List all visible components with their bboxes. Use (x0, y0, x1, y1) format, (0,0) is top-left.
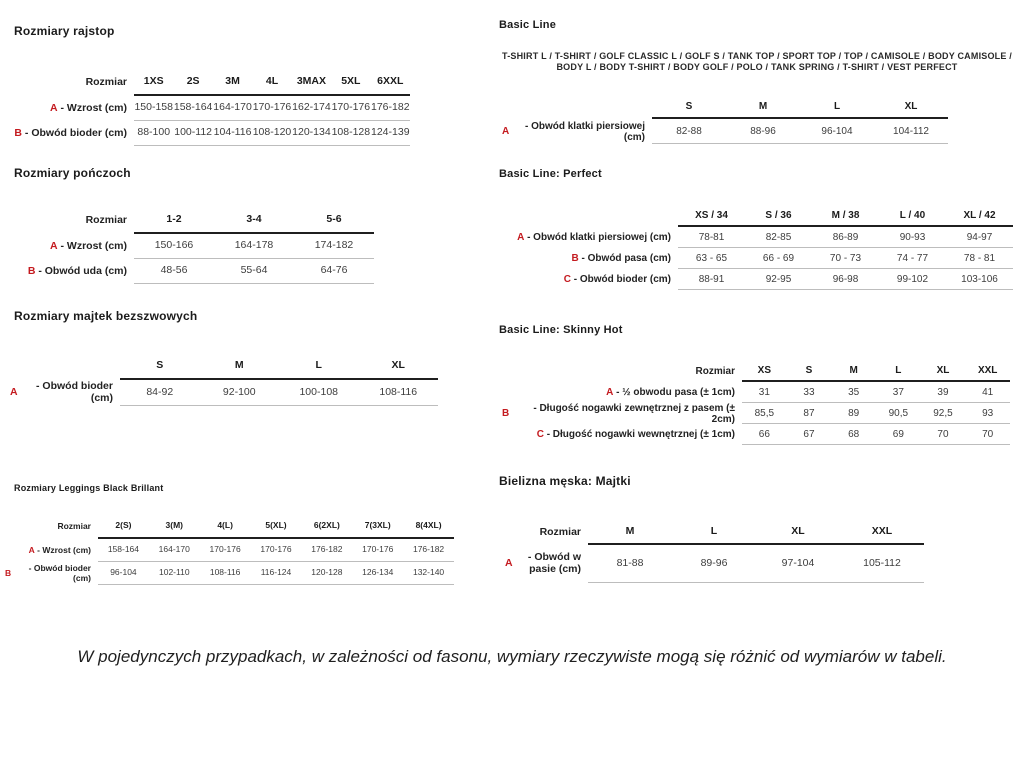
cell-value: 164-170 (213, 96, 252, 121)
column-header: L (279, 354, 359, 380)
column-header: 5XL (331, 70, 370, 96)
row-key-letter: A (606, 387, 614, 398)
table-corner-label: Rozmiar (695, 365, 735, 377)
cell-value: 164-170 (149, 539, 200, 562)
skinny-hot-size-table (502, 360, 1010, 445)
cell-value: 70 - 73 (812, 248, 879, 269)
cell-value: 86-89 (812, 227, 879, 248)
cell-value: 170-176 (331, 96, 370, 121)
column-header: S (120, 354, 200, 380)
cell-value: 89 (831, 403, 876, 424)
cell-value: 100-108 (279, 380, 359, 406)
basic-line-description: T-SHIRT L / T-SHIRT / GOLF CLASSIC L / GOLF S / TANK TOP / SPORT TOP / TOP / CAMISOLE / BODY CAMISOLE / BODY L / BODY T-SHIRT / BODY GOLF / POLO / TANK SPRING / T-SHIRT / VEST PERFECT (502, 51, 1012, 72)
table-corner-label: Rozmiar (57, 521, 91, 532)
row-label: C - Obwód bioder (cm) (563, 274, 671, 285)
column-header: 4(L) (200, 515, 251, 539)
row-label: A - Obwód klatki piersiowej (cm) (502, 120, 645, 143)
row-key-letter: B (5, 567, 12, 578)
row-key-letter: B (27, 264, 36, 277)
row-key-letter: C (536, 429, 544, 440)
cell-value: 69 (876, 424, 921, 445)
perfect-size-table (502, 205, 1013, 290)
column-header: M (831, 360, 876, 382)
cell-value: 150-166 (134, 234, 214, 259)
cell-value: 31 (742, 382, 787, 403)
cell-value: 103-106 (946, 269, 1013, 290)
cell-value: 88-91 (678, 269, 745, 290)
cell-value: 126-134 (352, 562, 403, 585)
cell-value: 66 - 69 (745, 248, 812, 269)
table-corner-label: Rozmiar (85, 76, 127, 89)
column-header: 3MAX (292, 70, 331, 96)
row-key-letter: B (502, 408, 510, 419)
column-header: 3M (213, 70, 252, 96)
row-label: B - Długość nogawki zewnętrznej z pasem (± 2cm) (502, 402, 735, 425)
row-label: A - Wzrost (cm) (49, 101, 127, 114)
row-key-letter: C (563, 274, 571, 285)
column-header: 7(3XL) (352, 515, 403, 539)
column-header: XL (359, 354, 439, 380)
column-header: 6XXL (371, 70, 410, 96)
column-header: 1-2 (134, 208, 214, 234)
cell-value: 81-88 (588, 545, 672, 583)
column-header: 6(2XL) (301, 515, 352, 539)
column-header: 2(S) (98, 515, 149, 539)
row-label: A - Wzrost (cm) (49, 239, 127, 252)
column-header: M (726, 96, 800, 119)
cell-value: 70 (965, 424, 1010, 445)
cell-value: 35 (831, 382, 876, 403)
column-header: 3(M) (149, 515, 200, 539)
cell-value: 84-92 (120, 380, 200, 406)
row-label: A - Obwód w pasie (cm) (505, 551, 581, 575)
disclaimer-note: W pojedynczych przypadkach, w zależności od fasonu, wymiary rzeczywiste mogą się różnić od wymiarów w tabeli. (77, 647, 947, 666)
row-label: B - Obwód pasa (cm) (571, 253, 671, 264)
basic-line-section-title: Basic Line (499, 19, 557, 31)
cell-value: 162-174 (292, 96, 331, 121)
cell-value: 66 (742, 424, 787, 445)
column-header: XXL (965, 360, 1010, 382)
cell-value: 108-116 (359, 380, 439, 406)
cell-value: 99-102 (879, 269, 946, 290)
row-key-letter: A (517, 232, 525, 243)
rajstop-size-table (10, 70, 410, 146)
majtek-size-table (10, 354, 438, 406)
cell-value: 96-98 (812, 269, 879, 290)
cell-value: 100-112 (173, 121, 212, 146)
cell-value: 37 (876, 382, 921, 403)
cell-value: 74 - 77 (879, 248, 946, 269)
column-header: XL (756, 520, 840, 545)
cell-value: 96-104 (98, 562, 149, 585)
majtki-meskie-size-table (505, 520, 924, 583)
column-header: XS (742, 360, 787, 382)
cell-value: 96-104 (800, 119, 874, 144)
cell-value: 104-116 (213, 121, 252, 146)
cell-value: 78 - 81 (946, 248, 1013, 269)
row-label: A - Wzrost (cm) (28, 544, 91, 555)
cell-value: 88-100 (134, 121, 173, 146)
cell-value: 164-178 (214, 234, 294, 259)
cell-value: 94-97 (946, 227, 1013, 248)
cell-value: 82-85 (745, 227, 812, 248)
cell-value: 93 (965, 403, 1010, 424)
row-label: B - Obwód bioder (cm) (5, 563, 91, 583)
cell-value: 68 (831, 424, 876, 445)
rajstop-section-title: Rozmiary rajstop (14, 24, 115, 38)
column-header: S (652, 96, 726, 119)
column-header: 1XS (134, 70, 173, 96)
cell-value: 70 (921, 424, 966, 445)
ponczoch-section-title: Rozmiary pończoch (14, 166, 131, 180)
cell-value: 170-176 (251, 539, 302, 562)
column-header: L / 40 (879, 205, 946, 227)
cell-value: 82-88 (652, 119, 726, 144)
cell-value: 105-112 (840, 545, 924, 583)
column-header: L (876, 360, 921, 382)
column-header: M (200, 354, 280, 380)
row-label: B - Obwód uda (cm) (27, 264, 127, 277)
column-header: M (588, 520, 672, 545)
cell-value: 48-56 (134, 259, 214, 284)
column-header: 5-6 (294, 208, 374, 234)
row-key-letter: A (49, 239, 58, 252)
leggings-size-table (5, 515, 454, 585)
skinny-hot-section-title: Basic Line: Skinny Hot (499, 324, 623, 336)
column-header: S (787, 360, 832, 382)
column-header: S / 36 (745, 205, 812, 227)
cell-value: 116-124 (251, 562, 302, 585)
cell-value: 176-182 (371, 96, 410, 121)
row-label: B - Obwód bioder (cm) (14, 126, 127, 139)
cell-value: 108-116 (200, 562, 251, 585)
column-header: L (672, 520, 756, 545)
column-header: 5(XL) (251, 515, 302, 539)
row-key-letter: A (10, 386, 18, 399)
cell-value: 63 - 65 (678, 248, 745, 269)
cell-value: 90,5 (876, 403, 921, 424)
cell-value: 120-134 (292, 121, 331, 146)
cell-value: 89-96 (672, 545, 756, 583)
majtek-section-title: Rozmiary majtek bezszwowych (14, 309, 198, 323)
column-header: 3-4 (214, 208, 294, 234)
cell-value: 97-104 (756, 545, 840, 583)
cell-value: 33 (787, 382, 832, 403)
table-corner-label (502, 96, 652, 119)
perfect-section-title: Basic Line: Perfect (499, 168, 602, 180)
column-header: XL / 42 (946, 205, 1013, 227)
cell-value: 158-164 (98, 539, 149, 562)
basic-line-size-table (502, 96, 948, 144)
table-corner-label (502, 205, 678, 227)
cell-value: 104-112 (874, 119, 948, 144)
cell-value: 170-176 (200, 539, 251, 562)
cell-value: 92-95 (745, 269, 812, 290)
cell-value: 87 (787, 403, 832, 424)
column-header: 8(4XL) (403, 515, 454, 539)
cell-value: 67 (787, 424, 832, 445)
cell-value: 150-158 (134, 96, 173, 121)
cell-value: 176-182 (403, 539, 454, 562)
cell-value: 132-140 (403, 562, 454, 585)
row-label: A - Obwód bioder (cm) (10, 380, 113, 404)
majtki-meskie-section-title: Bielizna męska: Majtki (499, 474, 631, 488)
table-corner-label: Rozmiar (85, 214, 127, 227)
column-header: XS / 34 (678, 205, 745, 227)
cell-value: 176-182 (301, 539, 352, 562)
cell-value: 120-128 (301, 562, 352, 585)
cell-value: 39 (921, 382, 966, 403)
column-header: M / 38 (812, 205, 879, 227)
cell-value: 92,5 (921, 403, 966, 424)
column-header: L (800, 96, 874, 119)
row-label: A - ½ obwodu pasa (± 1cm) (606, 387, 735, 398)
cell-value: 90-93 (879, 227, 946, 248)
row-key-letter: A (49, 101, 58, 114)
cell-value: 41 (965, 382, 1010, 403)
cell-value: 64-76 (294, 259, 374, 284)
ponczoch-size-table (10, 208, 374, 284)
column-header: XL (921, 360, 966, 382)
cell-value: 88-96 (726, 119, 800, 144)
column-header: XL (874, 96, 948, 119)
cell-value: 108-120 (252, 121, 291, 146)
cell-value: 55-64 (214, 259, 294, 284)
row-key-letter: B (14, 126, 22, 139)
cell-value: 108-128 (331, 121, 370, 146)
column-header: 4L (252, 70, 291, 96)
row-key-letter: A (505, 557, 513, 570)
cell-value: 92-100 (200, 380, 280, 406)
cell-value: 102-110 (149, 562, 200, 585)
cell-value: 174-182 (294, 234, 374, 259)
cell-value: 158-164 (173, 96, 212, 121)
column-header: XXL (840, 520, 924, 545)
cell-value: 124-139 (371, 121, 410, 146)
column-header: 2S (173, 70, 212, 96)
cell-value: 170-176 (352, 539, 403, 562)
cell-value: 170-176 (252, 96, 291, 121)
table-corner-label: Rozmiar (539, 525, 581, 538)
row-label: C - Długość nogawki wewnętrznej (± 1cm) (536, 429, 735, 440)
row-key-letter: A (28, 544, 35, 555)
row-key-letter: B (571, 253, 579, 264)
cell-value: 78-81 (678, 227, 745, 248)
cell-value: 85,5 (742, 403, 787, 424)
table-corner-label (10, 354, 120, 380)
row-key-letter: A (502, 126, 510, 137)
row-label: A - Obwód klatki piersiowej (cm) (517, 232, 671, 243)
leggings-section-title: Rozmiary Leggings Black Brillant (14, 483, 164, 493)
